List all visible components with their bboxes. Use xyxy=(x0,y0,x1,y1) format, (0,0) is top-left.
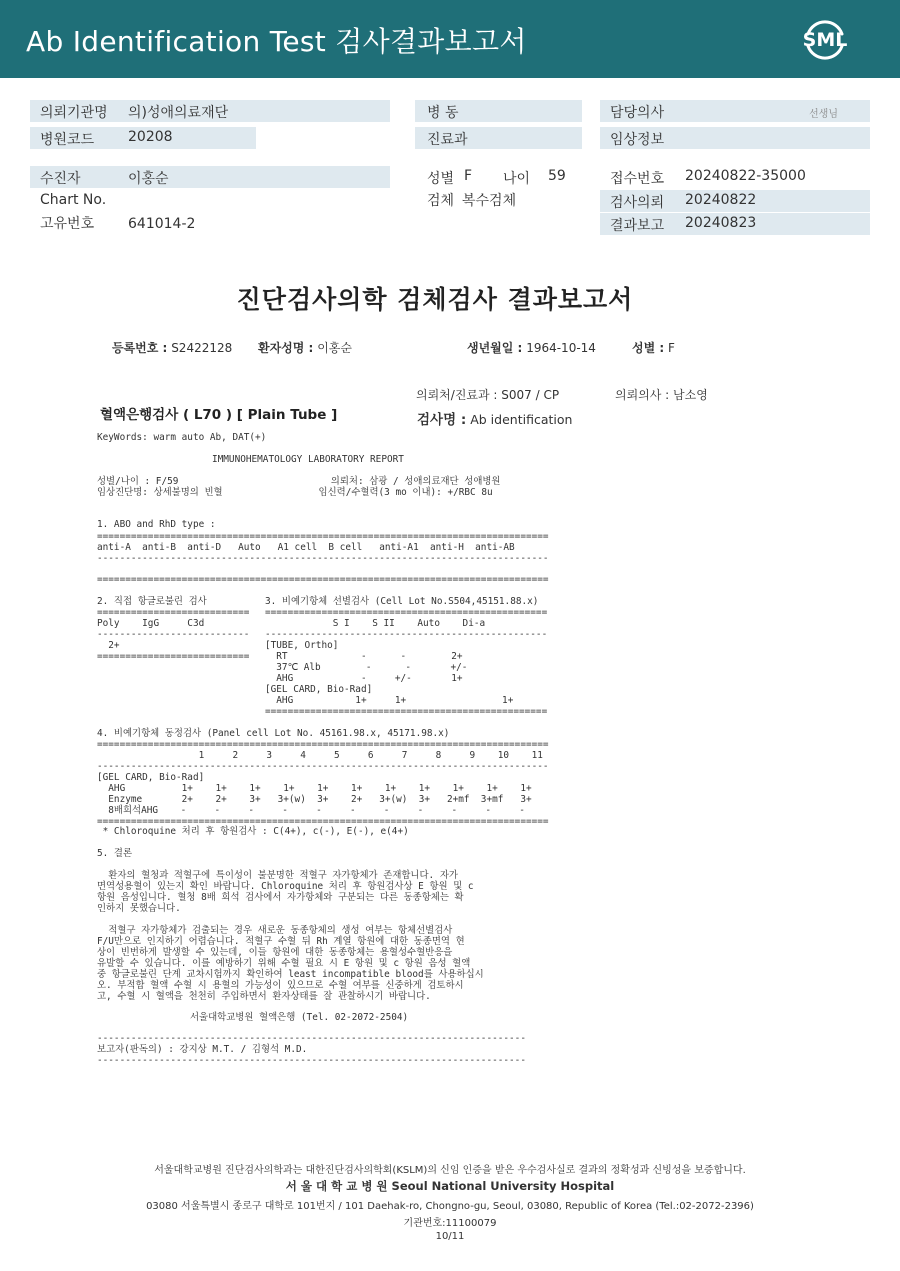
abo-headers: anti-A anti-B anti-D Auto A1 cell B cell anti-A1 anti-H anti-AB xyxy=(97,542,515,553)
organization-number: 기관번호:11100079 xyxy=(403,1218,497,1229)
signature-separator: ---------------------------------------------------------------------------- xyxy=(97,1033,526,1044)
dat-separator: =========================== xyxy=(97,607,250,618)
sex-age-line: 성별/나이 : F/59 의뢰처: 삼광 / 성애의료재단 성애병원 xyxy=(97,476,501,487)
test-group: 혈액은행검사 ( L70 ) [ Plain Tube ] xyxy=(100,407,338,423)
id-row xyxy=(30,211,390,233)
chart-label: Chart No. xyxy=(40,192,107,208)
dat-separator: =========================== xyxy=(97,651,250,662)
reg-value: S2422128 xyxy=(171,341,233,355)
panel-title: 4. 비예기항체 동정검사 (Panel cell Lot No. 45161.98.x, 45171.98.x) xyxy=(97,728,450,739)
keywords: KeyWords: warm auto Ab, DAT(+) xyxy=(97,432,267,443)
sex-age-row xyxy=(415,166,582,188)
conclusion-line: 환자의 혈청과 적혈구에 특이성이 불분명한 적혈구 자가항체가 존재합니다. 자가 xyxy=(97,870,458,881)
panel-row: Enzyme 2+ 2+ 3+ 3+(w) 3+ 2+ 3+(w) 3+ 2+mf 3+mf 3+ xyxy=(97,794,532,805)
specimen-value: 복수검체 xyxy=(462,193,517,209)
screen-separator: -------------------------------------------------- xyxy=(265,629,548,640)
page-number: 10/11 xyxy=(435,1231,465,1242)
clinical-label: 임상정보 xyxy=(610,132,665,148)
doctor-row xyxy=(600,100,870,122)
hospital-name: 서 울 대 학 교 병 원 Seoul National University Hospital xyxy=(285,1179,615,1193)
report-sex-value: F xyxy=(668,341,675,355)
dept-row xyxy=(415,127,582,149)
logo-text: SML xyxy=(802,29,848,51)
panel-row: [GEL CARD, Bio-Rad] xyxy=(97,772,205,783)
panel-separator: ================================================================================ xyxy=(97,816,549,827)
patient-value: 이홍순 xyxy=(128,171,169,187)
hospital-code-row xyxy=(30,127,256,149)
request-value: 20240822 xyxy=(685,192,757,208)
dat-headers: Poly IgG C3d xyxy=(97,618,205,629)
screen-title: 3. 비예기항체 선별검사 (Cell Lot No.S504,45151.88.x) xyxy=(265,596,539,607)
dat-title: 2. 직접 항글로불린 검사 xyxy=(97,596,207,607)
result-label: 결과보고 xyxy=(610,218,665,234)
screen-headers: S I S II Auto Di-a xyxy=(265,618,486,629)
sex-value: F xyxy=(464,168,473,184)
sex-label: 성별 xyxy=(427,171,455,187)
conclusion-line: 면역성용혈이 있는지 확인 바랍니다. Chloroquine 처리 후 항원검사상 E 항원 및 c xyxy=(97,881,474,892)
specimen-row xyxy=(415,188,582,210)
conclusion-line: 적혈구 자가항체가 검출되는 경우 새로운 동종항체의 생성 여부는 항체선별검사 xyxy=(97,925,453,936)
conclusion-title: 5. 결론 xyxy=(97,848,133,859)
specimen-label: 검체 xyxy=(427,193,455,209)
chart-row xyxy=(30,190,390,212)
conclusion-line: 오. 부적합 혈액 수혈 시 용혈의 가능성이 있으므로 수혈 여부를 신중하게 검토하시 xyxy=(97,980,464,991)
reporter: 보고자(판독의) : 강지상 M.T. / 김형석 M.D. xyxy=(97,1044,308,1055)
hospital-address: 03080 서울특별시 종로구 대학로 101번지 / 101 Daehak-ro, Chongno-gu, Seoul, 03080, Republic of Korea (Tel.:02-2072-2396) xyxy=(146,1201,754,1212)
name-label: 환자성명 : xyxy=(258,341,314,355)
screen-row: AHG - +/- 1+ xyxy=(265,673,463,684)
dat-separator: --------------------------- xyxy=(97,629,250,640)
receipt-value: 20240822-35000 xyxy=(685,168,806,184)
reg-number xyxy=(112,339,232,356)
report-title: 진단검사의학 검체검사 결과보고서 xyxy=(236,285,634,314)
result-row xyxy=(600,213,870,235)
receipt-row xyxy=(600,166,870,188)
id-value: 641014-2 xyxy=(128,216,196,232)
age-value: 59 xyxy=(548,168,566,184)
diag-line: 임상진단명: 상세불명의 빈혈 임신력/수혈력(3 mo 이내): +/RBC 8u xyxy=(97,487,493,498)
ward-label: 병 동 xyxy=(427,105,459,121)
panel-row: AHG 1+ 1+ 1+ 1+ 1+ 1+ 1+ 1+ 1+ 1+ 1+ xyxy=(97,783,532,794)
clinical-row xyxy=(600,127,870,149)
patient-name xyxy=(258,339,352,356)
request-label: 검사의뢰 xyxy=(610,195,665,211)
certification-text: 서울대학교병원 진단검사의학과는 대한진단검사의학회(KSLM)의 신임 인증을 받은 우수검사실로 결과의 정확성과 신빙성을 보증합니다. xyxy=(154,1165,746,1176)
chloroquine-result: * Chloroquine 처리 후 항원검사 : C(4+), c(-), E(-), e(4+) xyxy=(97,826,409,837)
doctor-text: 의뢰의사 : 남소영 xyxy=(615,388,708,402)
dob-label: 생년월일 : xyxy=(467,341,523,355)
panel-separator: ================================================================================ xyxy=(97,739,549,750)
screen-separator: ================================================== xyxy=(265,706,548,717)
header-bar xyxy=(0,0,900,78)
institution-value: 의)성애의료재단 xyxy=(128,105,229,121)
institution-label: 의뢰기관명 xyxy=(40,105,108,121)
lab-title: IMMUNOHEMATOLOGY LABORATORY REPORT xyxy=(212,454,404,465)
test-name xyxy=(417,408,572,428)
dept-text: 의뢰처/진료과 : S007 / CP xyxy=(416,388,560,402)
screen-separator: ================================================== xyxy=(265,607,548,618)
dob-value: 1964-10-14 xyxy=(526,341,596,355)
institution-row xyxy=(30,100,390,122)
receipt-label: 접수번호 xyxy=(610,171,665,187)
blood-bank-contact: 서울대학교병원 혈액은행 (Tel. 02-2072-2504) xyxy=(190,1012,409,1023)
hospital-code-label: 병원코드 xyxy=(40,132,95,148)
reg-label: 등록번호 : xyxy=(112,341,168,355)
conclusion-line: F/U만으로 인지하기 어렵습니다. 적혈구 수혈 뒤 Rh 계열 항원에 대한 동종면역 현 xyxy=(97,936,465,947)
age-label: 나이 xyxy=(503,171,531,187)
page-title: Ab Identification Test 검사결과보고서 xyxy=(26,25,527,58)
abo-title: 1. ABO and RhD type : xyxy=(97,519,216,530)
sml-logo xyxy=(800,14,850,64)
screen-row: RT - - 2+ xyxy=(265,651,463,662)
conclusion-line: 상이 빈번하게 발생할 수 있는데, 이들 항원에 대한 동종항체는 용혈성수혈반응을 xyxy=(97,947,453,958)
report-sex-label: 성별 : xyxy=(632,341,665,355)
test-name-value: Ab identification xyxy=(470,412,573,427)
result-value: 20240823 xyxy=(685,215,757,231)
abo-separator: ================================================================================ xyxy=(97,574,549,585)
dept-label: 진료과 xyxy=(427,132,468,148)
conclusion-line: 고, 수혈 시 혈액을 천천히 주입하면서 환자상태를 잘 관찰하시기 바랍니다. xyxy=(97,991,431,1002)
report-sex xyxy=(632,339,675,356)
test-name-label: 검사명 : xyxy=(417,412,467,428)
dat-value: 2+ xyxy=(97,640,120,651)
panel-headers: 1 2 3 4 5 6 7 8 9 10 11 xyxy=(97,750,543,761)
doctor-label: 담당의사 xyxy=(610,105,665,121)
name-value: 이홍순 xyxy=(317,341,352,355)
ward-row xyxy=(415,100,582,122)
conclusion-line: 항원 음성입니다. 혈청 8배 희석 검사에서 자가항체와 구분되는 다른 동종항체는 확 xyxy=(97,892,464,903)
doctor-suffix: 선생님 xyxy=(809,109,838,120)
hospital-code-value: 20208 xyxy=(128,129,173,145)
screen-row: [GEL CARD, Bio-Rad] xyxy=(265,684,373,695)
abo-separator: ================================================================================ xyxy=(97,531,549,542)
screen-row: [TUBE, Ortho] xyxy=(265,640,339,651)
birth-date xyxy=(467,339,596,356)
patient-label: 수진자 xyxy=(40,171,81,187)
screen-row: 37℃ Alb - - +/- xyxy=(265,662,468,673)
screen-row: AHG 1+ 1+ 1+ xyxy=(265,695,514,706)
abo-separator: -------------------------------------------------------------------------------- xyxy=(97,553,549,564)
panel-separator: -------------------------------------------------------------------------------- xyxy=(97,761,549,772)
conclusion-line: 인하지 못했습니다. xyxy=(97,903,181,914)
panel-row: 8배희석AHG - - - - - - - - - - - xyxy=(97,805,525,816)
signature-separator: ---------------------------------------------------------------------------- xyxy=(97,1055,526,1066)
id-label: 고유번호 xyxy=(40,216,95,232)
conclusion-line: 유발할 수 있습니다. 이를 예방하기 위해 수혈 필요 시 E 항원 및 c 항원 음성 혈액 xyxy=(97,958,471,969)
request-row xyxy=(600,190,870,212)
conclusion-line: 중 항글로불린 단계 교차시험까지 확인하여 least incompatible blood를 사용하십시 xyxy=(97,969,484,980)
patient-row xyxy=(30,166,390,188)
